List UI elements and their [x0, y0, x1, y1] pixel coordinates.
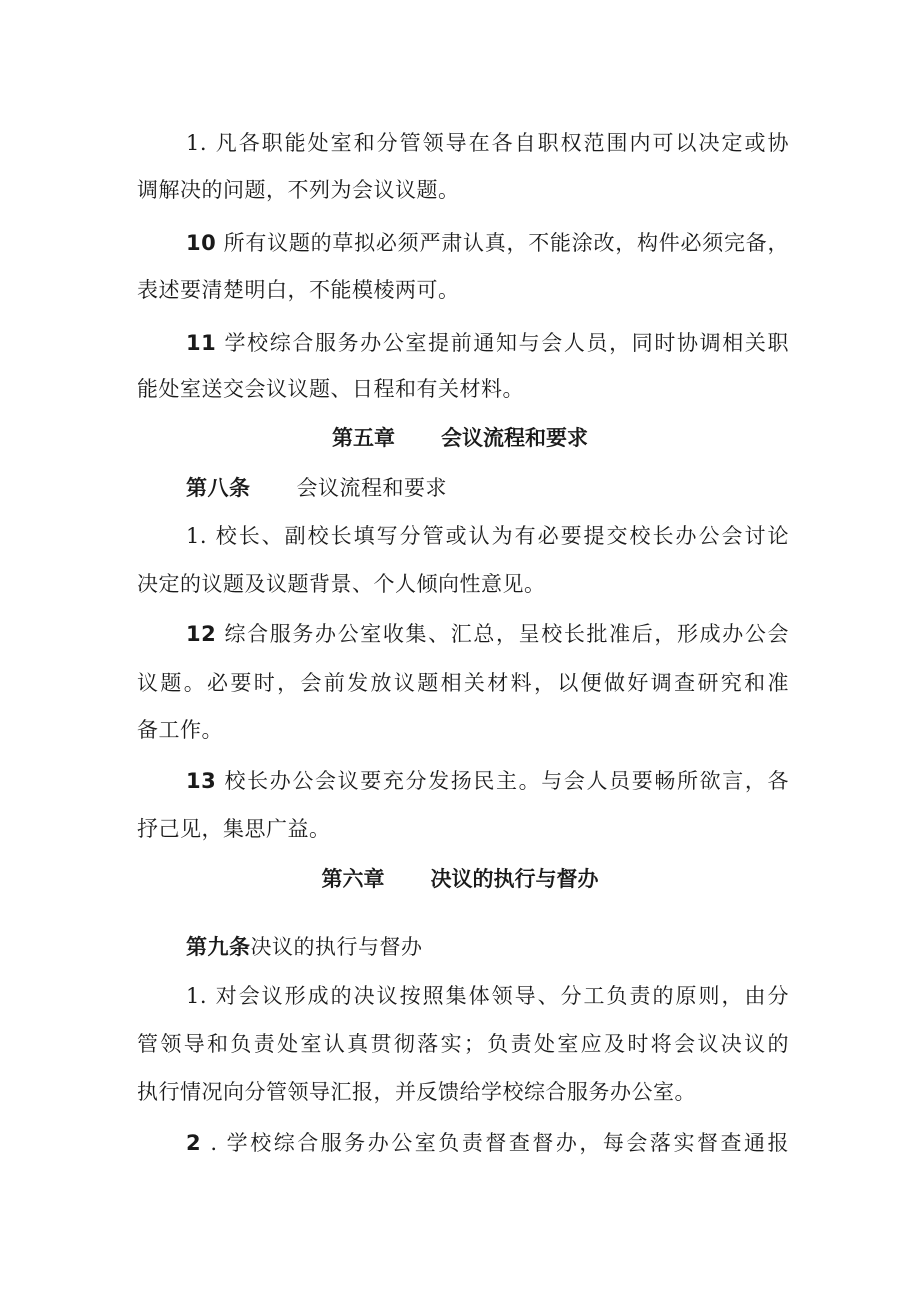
paragraph-text: 学校综合服务办公室提前通知与会人员，同时协调相关职	[216, 331, 789, 355]
paragraph-line: 备工作。	[137, 718, 223, 742]
paragraph-line	[186, 767, 789, 795]
paragraph-line: 1. 凡各职能处室和分管领导在各自职权范围内可以决定或协	[186, 131, 789, 155]
paragraph-line: 执行情况向分管领导汇报，并反馈给学校综合服务办公室。	[137, 1080, 696, 1104]
chapter-heading	[0, 865, 920, 893]
paragraph-line: 表述要清楚明白，不能模棱两可。	[137, 278, 460, 302]
paragraph-line: 1. 校长、副校长填写分管或认为有必要提交校长办公会讨论	[186, 524, 789, 548]
article-number: 第八条	[186, 476, 251, 500]
chapter-title: 会议流程和要求	[441, 426, 588, 450]
paragraph-line	[186, 329, 789, 357]
paragraph-text: 综合服务办公室收集、汇总，呈校长批准后，形成办公会	[216, 622, 789, 646]
item-number: 10	[186, 231, 217, 255]
article-title: 决议的执行与督办	[250, 935, 423, 959]
item-number: 11	[186, 331, 217, 355]
chapter-number: 第五章	[332, 426, 395, 450]
paragraph-line: 管领导和负责处室认真贯彻落实；负责处室应及时将会议决议的	[137, 1032, 789, 1056]
paragraph-line: 1. 对会议形成的决议按照集体领导、分工负责的原则，由分	[186, 984, 789, 1008]
item-number: 2	[186, 1131, 202, 1155]
paragraph-text: . 学校综合服务办公室负责督查督办，每会落实督查通报	[201, 1131, 789, 1155]
chapter-number: 第六章	[321, 867, 385, 891]
item-number: 13	[186, 769, 217, 793]
article-heading	[186, 933, 789, 961]
article-heading	[186, 474, 789, 502]
paragraph-text: 校长办公会议要充分发扬民主。与会人员要畅所欲言，各	[216, 769, 789, 793]
paragraph-line	[186, 620, 789, 648]
chapter-title: 决议的执行与督办	[430, 867, 599, 891]
article-number: 第九条	[186, 935, 251, 959]
paragraph-line: 抒己见，集思广益。	[137, 817, 331, 841]
article-title: 会议流程和要求	[296, 476, 447, 500]
item-number: 12	[186, 622, 217, 646]
paragraph-line: 调解决的问题，不列为会议议题。	[137, 178, 460, 202]
paragraph-text: 所有议题的草拟必须严肃认真，不能涂改，构件必须完备，	[216, 231, 789, 255]
paragraph-line: 议题。必要时，会前发放议题相关材料，以便做好调查研究和准	[137, 671, 789, 695]
chapter-heading	[0, 424, 920, 452]
paragraph-line	[186, 1129, 789, 1157]
paragraph-line: 能处室送交会议议题、日程和有关材料。	[137, 377, 524, 401]
paragraph-line	[186, 229, 789, 257]
paragraph-line: 决定的议题及议题背景、个人倾向性意见。	[137, 572, 546, 596]
